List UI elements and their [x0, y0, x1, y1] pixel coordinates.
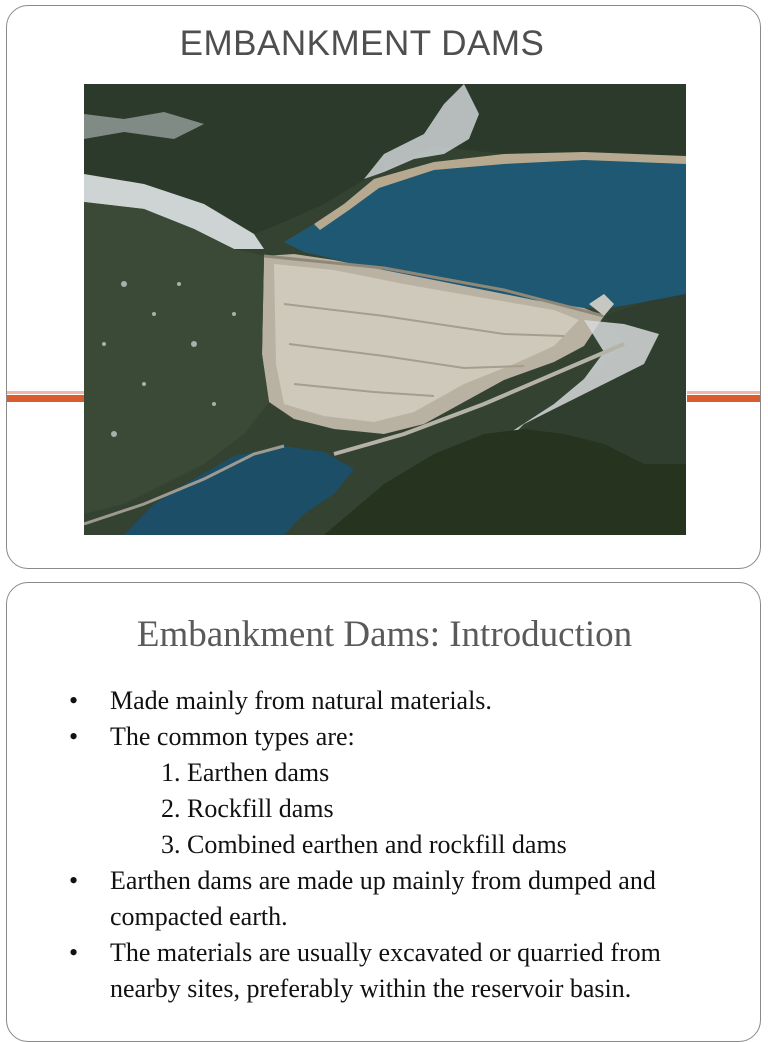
- slide-title-page: [6, 5, 761, 569]
- slide-introduction: [6, 582, 761, 1042]
- bullet-icon: •: [69, 722, 79, 751]
- bullet-icon: •: [69, 686, 79, 715]
- slide-title: Embankment Dams: Introduction: [136, 614, 633, 655]
- bullet-text: The common types are:: [110, 722, 355, 751]
- bullet-text: Made mainly from natural materials.: [110, 686, 492, 715]
- accent-bar-right: [687, 390, 761, 404]
- list-item: [7, 863, 761, 935]
- sub-list-item: 2. Rockfill dams: [161, 794, 334, 823]
- bullet-text: The materials are usually excavated or quarried from nearby sites, preferably within the reservoir basin.: [110, 938, 661, 1003]
- accent-bar-left: [7, 390, 85, 404]
- list-item: [7, 935, 761, 1007]
- slide-title: EMBANKMENT DAMS: [179, 24, 545, 63]
- bullet-icon: •: [69, 866, 79, 895]
- list-item: [7, 683, 761, 719]
- bullet-list: [7, 683, 761, 1007]
- sub-list-item: 1. Earthen dams: [161, 758, 330, 787]
- sub-list-item: 3. Combined earthen and rockfill dams: [161, 830, 567, 859]
- bullet-icon: •: [69, 938, 79, 967]
- bullet-text: Earthen dams are made up mainly from dumped and compacted earth.: [110, 866, 656, 931]
- dam-aerial-photo: [84, 84, 686, 535]
- list-item: [7, 719, 761, 755]
